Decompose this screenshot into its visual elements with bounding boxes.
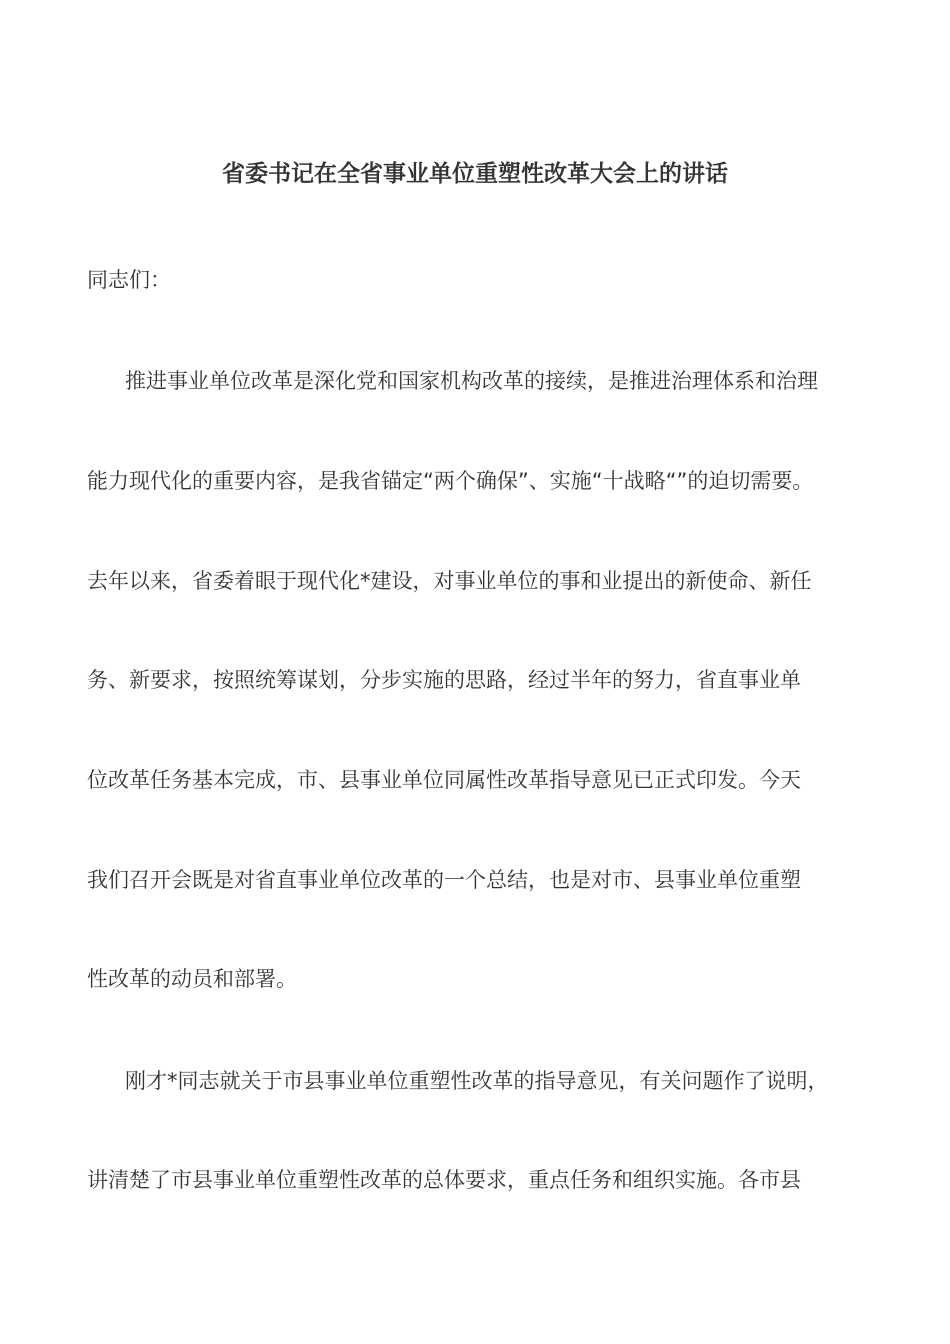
paragraph-line: 刚才*同志就关于市县事业单位重塑性改革的指导意见，有关问题作了说明， xyxy=(125,1069,829,1093)
paragraph-line: 务、新要求，按照统筹谋划，分步实施的思路，经过半年的努力，省直事业单 xyxy=(87,668,801,692)
paragraph-line: 去年以来，省委着眼于现代化*建设，对事业单位的事和业提出的新使命、新任 xyxy=(87,569,812,593)
paragraph-line: 性改革的动员和部署。 xyxy=(87,967,297,991)
paragraph-line: 位改革任务基本完成，市、县事业单位同属性改革指导意见已正式印发。今天 xyxy=(87,768,801,792)
paragraph-line: 我们召开会既是对省直事业单位改革的一个总结，也是对市、县事业单位重塑 xyxy=(87,868,801,892)
paragraph-line: 讲清楚了市县事业单位重塑性改革的总体要求，重点任务和组织实施。各市县 xyxy=(87,1168,801,1192)
document-title: 省委书记在全省事业单位重塑性改革大会上的讲话 xyxy=(222,161,728,187)
salutation: 同志们： xyxy=(87,268,171,292)
paragraph-line: 能力现代化的重要内容，是我省锚定“两个确保”、实施“十战略“”的迫切需要。 xyxy=(87,469,814,493)
paragraph-line: 推进事业单位改革是深化党和国家机构改革的接续，是推进治理体系和治理 xyxy=(125,369,818,393)
